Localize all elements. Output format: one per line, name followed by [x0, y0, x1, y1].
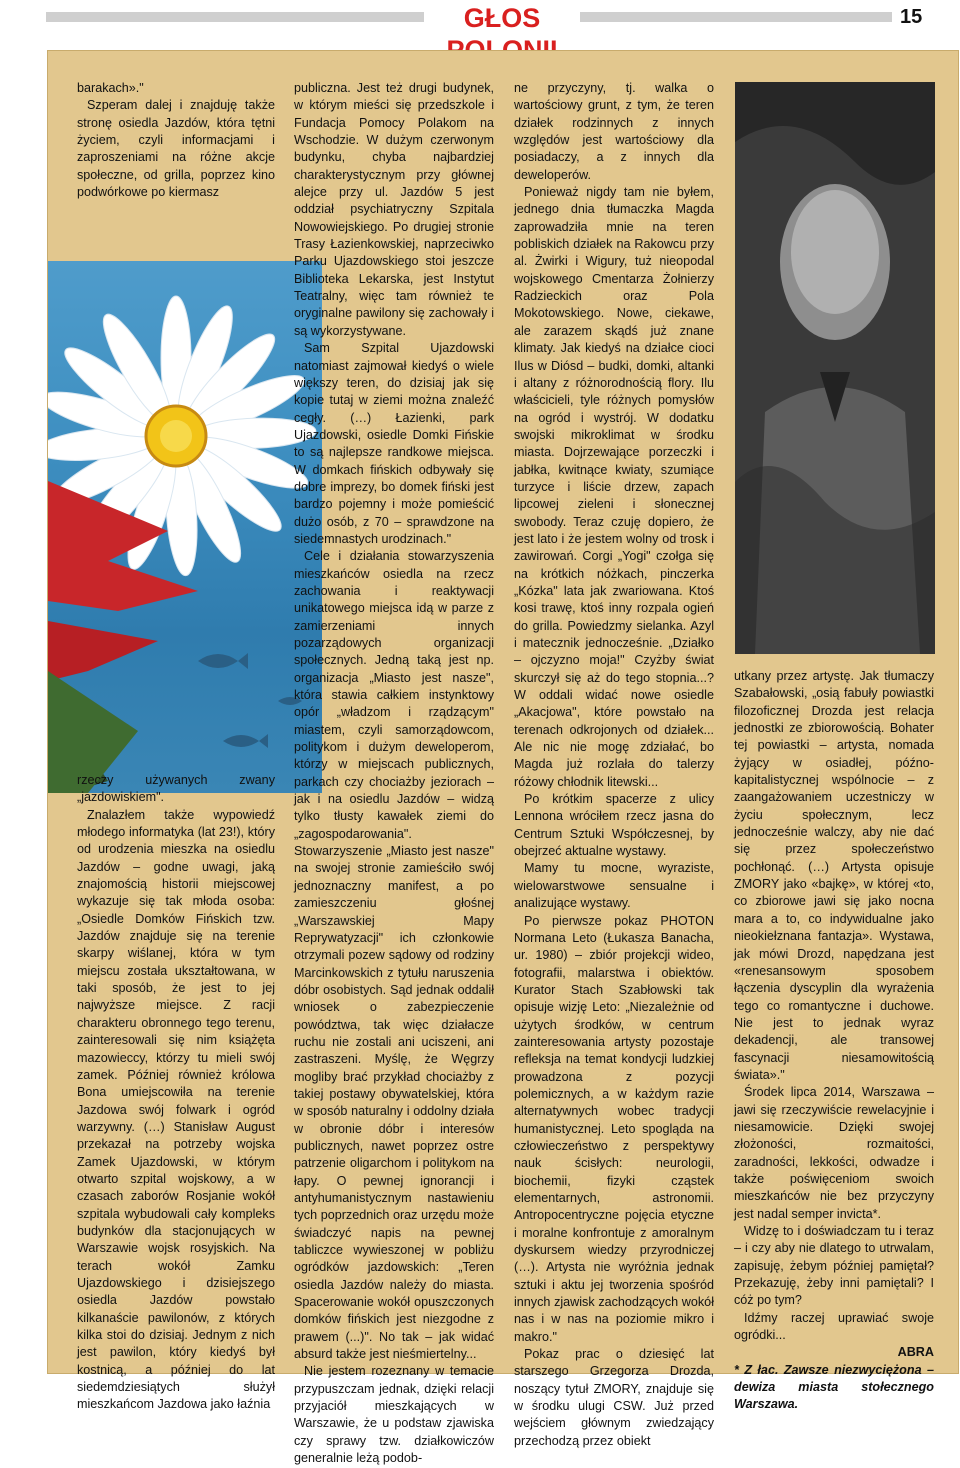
paragraph: barakach»." [77, 81, 144, 95]
portrait-photo-image [735, 82, 935, 654]
paragraph: Mamy tu mocne, wyraziste, wielowarstwowe sensualne i analizujące wystawy. [514, 861, 714, 911]
paragraph: Po krótkim spacerze z ulicy Lennona wróciłem rzecz jasna do Centrum Sztuki Współczesnej, by obejrzeć aktualne wystawy. [514, 792, 714, 859]
column-3 [514, 80, 714, 1450]
paragraph: Cele i działania stowarzyszenia mieszkańców osiedla na rzecz zachowania i reaktywacji unikatowego miejsca idą w parze z zamierzeniami innych pozarządowych organizacji społecznych. Jedną taką jest np. organizacja „Miasto jest nasze", która stawia całkiem instynktowy opór „władzom i rządzącym" miastem, czyli samorządowcom, politykom i dużym deweloperom, którzy w miejscach publicznych, parkach czy chociażby jeziorach – jak i na osiedlu Jazdów – widzą tylko tłusty kawałek ziemi do „zagospodarowania". Stowarzyszenie „Miasto jest nasze" na swojej stronie zamieściło swój jednoznaczny manifest, a po zamieszczeniu głośnej „Warszawskiej Mapy Reprywatyzacji" ich członkowie otrzymali pozew sądowy od rodziny Marcinkowskich z tytułu naruszenia dóbr osobistych. Sąd jednak oddalił wniosek o zabezpieczenie powództwa, tak więc działacze ruchu nie zostali ani uciszeni, ani zastraszeni. Myślę, że Węgrzy mogliby brać przykład chociażby z takiej postawy obywatelskiej, która w sposób naturalny i oddolny działa w obronie dóbr i interesów publicznych, nawet poprzez ostre patrzenie oligarchom i politykom na łapy. O pewnej ignorancji i antyhumanistycznym nastawieniu tych poprzednich oraz urzędu może świadczyć napis na pewnej tabliczce wywieszonej w pobliżu ogródków jazdowskich: „Teren osiedla Jazdów należy do miasta. Spacerowanie wokół opuszczonych domków fińskich jest niezgodne z prawem (...)". No tak – jak widać absurd także jest nieśmiertelny... [294, 549, 494, 1362]
author-signature: ABRA [897, 1345, 934, 1360]
paragraph: Znalazłem także wypowiedź młodego informatyka (lat 23!), który od urodzenia mieszka na osiedlu Jazdów – godne uwagi, jaką znajomością historii miejscowej wykazuje się tak młoda osoba: „Osiedle Domków Fińskich tzw. Jazdów znajduje się na terenie skarpy wiślanej, która w tym miejscu została ukształtowana, w taki sposób, że jest to jej najwyższe miejsce. Z racji charakteru obronnego tego terenu, zainteresowali się nim książęta mazowieccy, którzy tu mieli swój zamek. Później również królowa Bona umiejscowiła na terenie Jazdowa swój folwark i ogród warzywny. (…) Stanisław August przekazał na potrzeby wojska Zamek Ujazdowski, w którym otwarto szpital wojskowy, a w czasach zaborów Rosjanie wokół szpitala wybudowali cały kompleks budynków dla stacjonujących w Warszawie wojsk rosyjskich. Na terach wokół Zamku Ujazdowskiego i dzisiejszego osiedla Jazdów powstało kilkanaście pawilonów, z których kilka stoi do dzisiaj. Jednym z nich jest pawilon, który kiedyś był kostnicą, a później do lat siedemdziesiątych służył mieszkańcom Jazdowa jako łaźnia [77, 807, 275, 1412]
paragraph: ne przyczyny, tj. walka o wartościowy grunt, z tym, że teren działek rodzinnych z innych względów jest wartościowy dla posiadaczy, a z innych dla deweloperów. [514, 81, 714, 182]
paragraph: publiczna. Jest też drugi budynek, w którym mieści się przedszkole i Fundacja Pomocy Polakom na Wschodzie. W dużym czerwonym budynku, chyba najbardziej charakterystycznym przy głównej alejce przy ul. Jazdów 5 jest oddział psychiatryczny Szpitala Nowowiejskiego. Po drugiej stronie Trasy Łazienkowskiej, naprzeciwko Parku Ujazdowskiego stoi jeszcze Biblioteka Lekarska, jest Instytut Teatralny, więc tam również te oryginalne pawilony się zachowały i są wykorzystywane. [294, 81, 494, 338]
paragraph: Ponieważ nigdy tam nie byłem, jednego dnia tłumaczka Magda zaprowadziła mnie na teren pobliskich działek na Rakowcu przy al. Żwirki i Wigury, tuż nieopodal wojskowego Cmentarza Żołnierzy Radzieckich oraz Pola Mokotowskiego. Nowe, ciekawe, ale zarazem skądś już znane klimaty. Jak kiedyś na działce cioci Ilus w Diósd – budki, domki, altanki i altany z różnorodnością flory. Ilu właścicieli, tyle różnych pomysłów na ogród i wystrój. W dodatku swojski mikroklimat w środku miasta. Dojrzewające porzeczki i jabłka, kwitnące kwiaty, szumiące turzyce i liście drzew, zapach lipcowej zieleni i słonecznej swobody. Teraz czuję dopiero, że jest lato i że jestem wolny od trosk i zawirowań. Corgi „Yogi" czołga się na krótkich nóżkach, pinczerka „Kózka" lata jak zwariowana. Ktoś kosi trawę, ktoś inny rozpala ogień do grilla. Powiedzmy sielanka. Azyl i matecznik jednocześnie. „Działko – ojczyzno moja!" Czyżby świat skurczył się aż do tego stopnia...? W oddali widać nowe osiedle „Akacjowa", które powstało na terenach odkrojonych od działek... Ale nic nie mogę zdziałać, bo Magda już rozlała do talerzy różowy chłodnik litewski... [514, 185, 714, 789]
paragraph: Idźmy raczej uprawiać swoje ogródki... [734, 1310, 934, 1343]
column-1-bottom [77, 772, 275, 1414]
paragraph: Po pierwsze pokaz PHOTON Normana Leto (Łukasza Banacha, ur. 1980) – zbiór projekcji wideo, fotografii, malarstwa i obiektów. Kurator Stach Szabłowski tak opisuje wizję Leto: „Niezależnie od użytych środków, w centrum zainteresowania artysty pozostaje refleksja na temat kondycji ludzkiej prowadzona z pozycji polemicznych, a w każdym razie alternatywnych wobec tradycji humanistycznej. Leto spogląda na człowieczeństwo z perspektywy nauk ścisłych: neurologii, biochemii, fizyki cząstek elementarnych, astronomii. Antropocentryczne pojęcia etyczne i moralne konfrontuje z amoralnym dyskursem wiedzy przyrodniczej (…). Artysta nie wyróżnia jednak sztuki i aktu jej tworzenia spośród innych zjawisk zachodzących wokół nas i w nas na poziomie mikro i makro." [514, 913, 714, 1344]
paragraph: Szperam dalej i znajduję także stronę osiedla Jazdów, która tętni życiem, czyli informacjami i zaproszeniami na różne akcje społeczne, od grilla, poprzez kino podwórkowe po kiermasz [77, 98, 275, 200]
column-4 [734, 668, 934, 1414]
footnote: * Z łac. Zawsze niezwyciężona – dewiza miasta stołecznego Warszawa. [734, 1362, 934, 1412]
column-2 [294, 80, 494, 1468]
paragraph: Środek lipca 2014, Warszawa – jawi się rzeczywiście rewelacyjnie i niesamowicie. Dzięki swojej złożoności, rozmaitości, zaradności, lekkości, odwadze i także poświęceniom swoich mieszkańców nie bez przyczyny jest nadal semper invicta*. [734, 1085, 934, 1221]
paragraph: rzeczy używanych zwany „jazdowiskiem". [77, 773, 275, 805]
column-1-top [77, 80, 275, 201]
paragraph: utkany przez artystę. Jak tłumaczy Szabałowski, „osią fabuły powiastki filozoficznej Drozda jest relacja jednostki ze zbiorowością. Bohater tej powiastki – artysta, nomada żyjący w osiadłej, późno-kapitalistycznej wspólnocie – z zaangażowaniem uczestniczy w życiu społecznym, lecz jednocześnie walczy, aby nie dać się przez społeczeństwo pochłonąć. (…) Artysta opisuje ZMORY jako «bajkę», w której «to, co zbiorowe jawi się jako nocna mara a to, co indywidualne jako nieokiełznana fantazja». Wystawa, jak mówi Drozd, napędzana jest «renesansowym sposobem łączenia dyscyplin dla wyrażenia tego co romantyczne i duchowe. Nie jest to jednak wyraz dekadencji, ale transowej fascynacji niesamowitością świata»." [734, 669, 934, 1082]
paragraph: Sam Szpital Ujazdowski natomiast zajmował kiedyś o wiele większy teren, do dzisiaj jak się kopie tutaj w ziemi można znaleźć cegły. (…) Łazienki, park Ujazdowski, osiedle Domki Fińskie to są najlepsze randkowe miejsca. W domkach fińskich odbywały się dobre imprezy, bo domek fiński jest bardzo pojemny i może pomieścić dużo osób, z 70 – sprawdzone na siedemnastych urodzinach." [294, 341, 494, 546]
paragraph: Nie jestem rozeznany w temacie przypuszczam jednak, dzięki relacji przyjaciół mieszkających w Warszawie, że u podstaw zjawiska czy sprawy tzw. działkowiczów generalnie leżą podob- [294, 1364, 494, 1466]
daisy-painting-image [48, 261, 322, 793]
portrait-photo-graphic [735, 82, 935, 654]
paragraph: Pokaz prac o dziesięć lat starszego Grzegorza Drozda, noszący tytuł ZMORY, znajduje się w środku ulugi CSW. Już przed wejściem głównym zwiedzający przechodzą przez obiekt [514, 1347, 714, 1448]
paragraph: Widzę to i doświadczam tu i teraz – i czy aby nie dlatego to utrwalam, zapisuję, żebym później pamiętał? Przekazuję, żeby inni pamiętali? I cóż po tym? [734, 1224, 934, 1308]
daisy-painting-graphic [48, 261, 322, 793]
publication-logo: GŁOS [424, 2, 580, 34]
page-number: 15 [900, 6, 923, 28]
